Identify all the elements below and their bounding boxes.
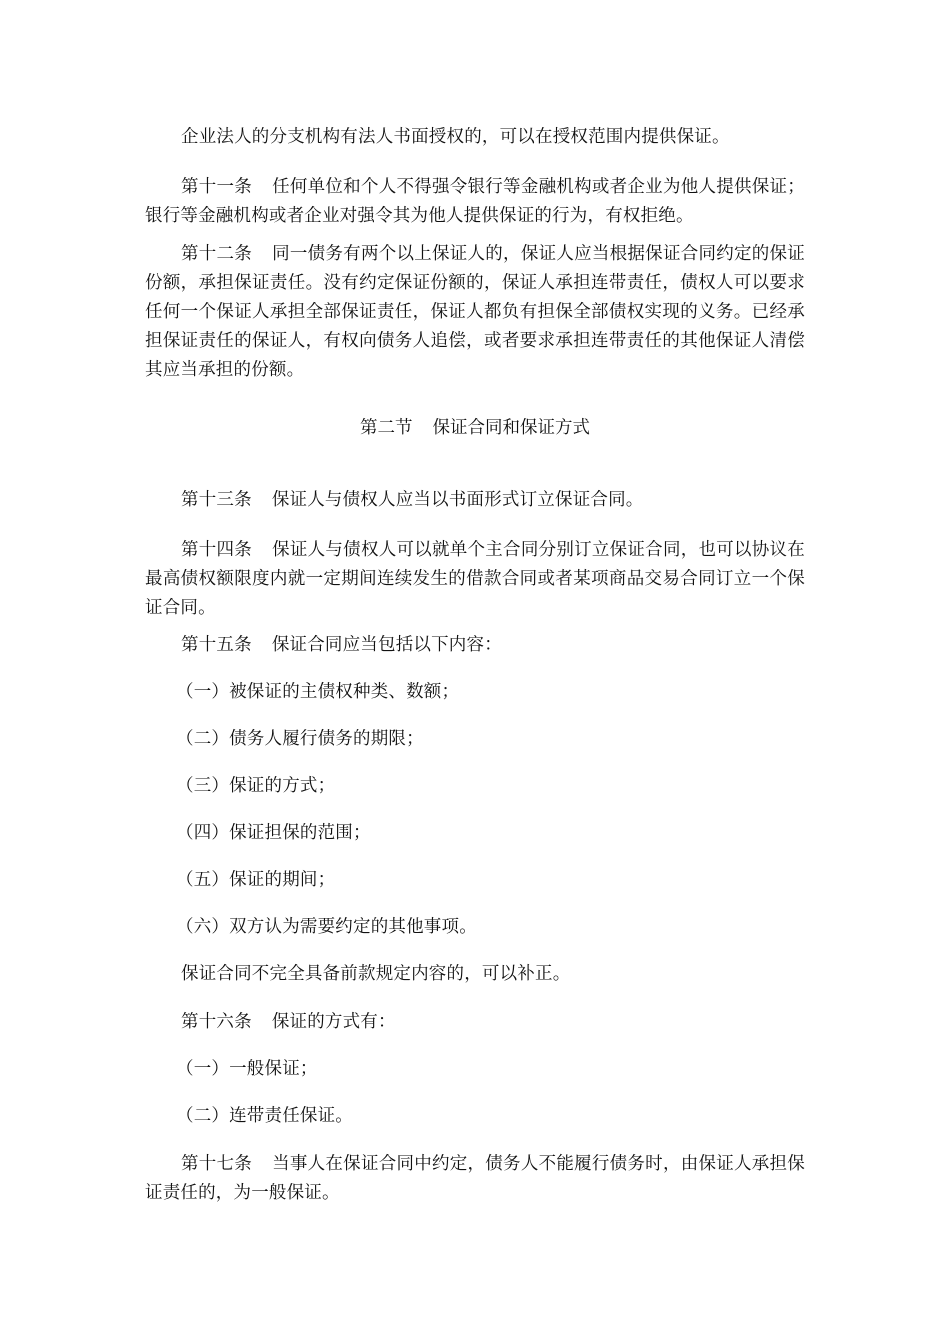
- list-item: [176, 678, 836, 707]
- list-item-text: （四）保证担保的范围；: [176, 823, 371, 843]
- section-heading: [145, 414, 805, 443]
- list-item-text: （二）债务人履行债务的期限；: [176, 729, 424, 749]
- list-item: [176, 819, 836, 848]
- list-item: [176, 1102, 836, 1131]
- article-text: 当事人在保证合同中约定，债务人不能履行债务时，由保证人承担保证责任的，为一般保证。: [145, 1154, 805, 1203]
- list-item-text: （三）保证的方式；: [176, 776, 336, 796]
- list-item-text: （二）连带责任保证。: [176, 1106, 353, 1126]
- article-number: 第十七条: [181, 1154, 253, 1174]
- article-text: 保证合同应当包括以下内容：: [271, 635, 502, 655]
- list-item: [176, 725, 836, 754]
- article-number: 第十二条: [181, 244, 253, 264]
- list-item: [176, 772, 836, 801]
- section-number: 第二节: [360, 418, 413, 438]
- section-title: 保证合同和保证方式: [432, 418, 590, 438]
- article-12: [145, 240, 805, 385]
- list-item-text: （六）双方认为需要约定的其他事项。: [176, 917, 477, 937]
- article-number: 第十六条: [181, 1012, 252, 1032]
- list-item-text: （五）保证的期间；: [176, 870, 336, 890]
- list-item: [176, 866, 836, 895]
- list-item-text: （一）被保证的主债权种类、数额；: [176, 682, 460, 702]
- paragraph-text: 保证合同不完全具备前款规定内容的，可以补正。: [181, 964, 571, 984]
- article-number: 第十四条: [181, 540, 253, 560]
- list-item: [176, 913, 836, 942]
- article-11: [145, 173, 805, 231]
- article-number: 第十一条: [181, 177, 253, 197]
- article-number: 第十五条: [181, 635, 252, 655]
- article-text: 保证人与债权人应当以书面形式订立保证合同。: [271, 490, 644, 510]
- paragraph-text: 企业法人的分支机构有法人书面授权的，可以在授权范围内提供保证。: [181, 127, 730, 147]
- paragraph-supplement: [145, 960, 805, 989]
- article-text: 保证的方式有：: [271, 1012, 396, 1032]
- article-15: [145, 631, 805, 660]
- article-text: 同一债务有两个以上保证人的，保证人应当根据保证合同约定的保证份额，承担保证责任。没有约定保证份额的，保证人承担连带责任，债权人可以要求任何一个保证人承担全部保证责任，保证人都负有担保全部债权实现的义务。已经承担保证责任的保证人，有权向债务人追偿，或者要求承担连带责任的其他保证人清偿其应当承担的份额。: [145, 244, 805, 380]
- article-text: 保证人与债权人可以就单个主合同分别订立保证合同，也可以协议在最高债权额限度内就一定期间连续发生的借款合同或者某项商品交易合同订立一个保证合同。: [145, 540, 805, 618]
- article-13: [145, 486, 805, 515]
- list-item: [176, 1055, 836, 1084]
- article-17: [145, 1150, 805, 1208]
- article-16: [145, 1008, 805, 1037]
- paragraph-branch-authorization: [145, 123, 805, 152]
- article-text: 任何单位和个人不得强令银行等金融机构或者企业为他人提供保证；银行等金融机构或者企业对强令其为他人提供保证的行为，有权拒绝。: [145, 177, 805, 226]
- list-item-text: （一）一般保证；: [176, 1059, 318, 1079]
- article-number: 第十三条: [181, 490, 252, 510]
- article-14: [145, 536, 805, 623]
